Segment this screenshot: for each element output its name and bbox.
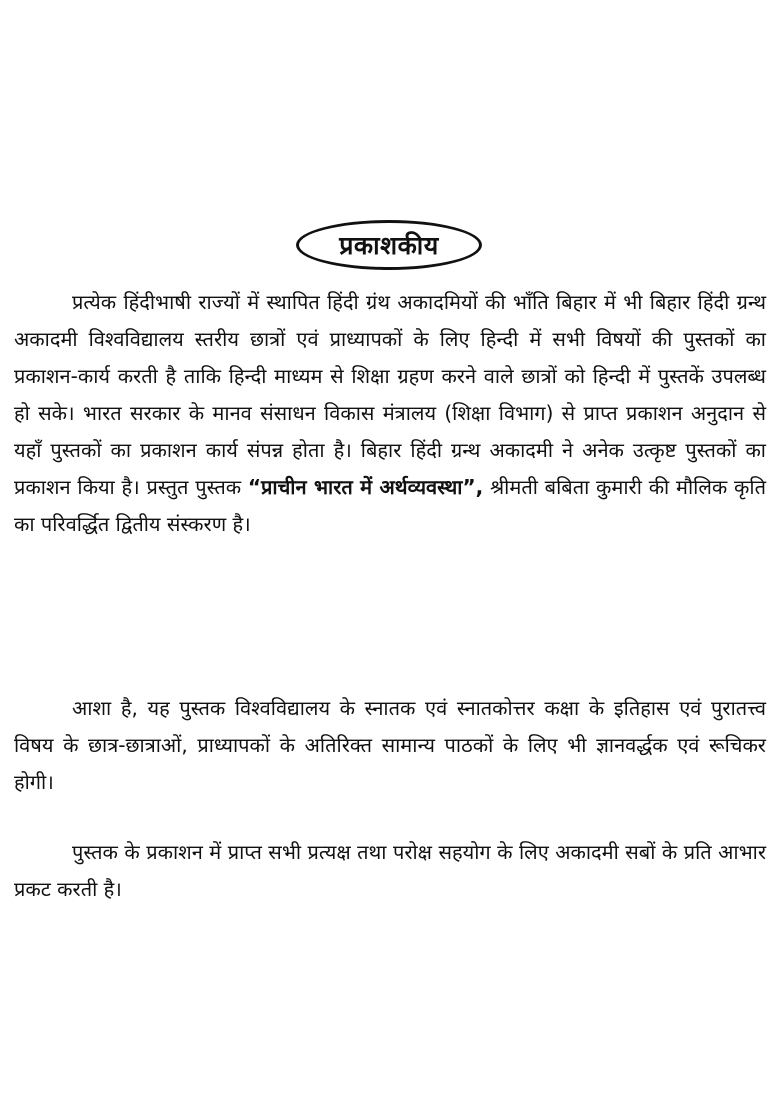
book-title: “प्राचीन भारत में अर्थव्यवस्था”, [247,475,484,499]
paragraph-thanks [14,834,766,908]
paragraph-intro [14,284,766,543]
paragraph-intro-text-end: श्रीमती बबिता कुमारी की मौलिक कृति का परिवर्द्धित द्वितीय संस्करण है। [14,475,766,536]
page-title: प्रकाशकीय [339,231,439,260]
paragraph-thanks-text: पुस्तक के प्रकाशन में प्राप्त सभी प्रत्यक्ष तथा परोक्ष सहयोग के लिए अकादमी सबों के प्रति आभार प्रकट करती है। [14,840,766,901]
paragraph-intro-text: प्रत्येक हिंदीभाषी राज्यों में स्थापित हिंदी ग्रंथ अकादमियों की भाँति बिहार में भी बिहार हिंदी ग्रन्थ अकादमी विश्वविद्यालय स्तरीय छात्रों एवं प्राध्यापकों के लिए हिन्दी में सभी विषयों की पुस्तकों का प्रकाशन-कार्य करती है ताकि हिन्दी माध्यम से शिक्षा ग्रहण करने वाले छात्रों को हिन्दी में पुस्तकें उपलब्ध हो सके। भारत सरकार के मानव संसाधन विकास मंत्रालय (शिक्षा विभाग) से प्राप्त प्रकाशन अनुदान से यहाँ पुस्तकों का प्रकाशन कार्य संपन्न होता है। बिहार हिंदी ग्रन्थ अकादमी ने अनेक उत्कृष्ट पुस्तकों का प्रकाशन किया है। प्रस्तुत पुस्तक [14,290,766,499]
paragraph-hope-text: आशा है, यह पुस्तक विश्वविद्यालय के स्नातक एवं स्नातकोत्तर कक्षा के इतिहास एवं पुरातत्त्व विषय के छात्र-छात्राओं, प्राध्यापकों के अतिरिक्त सामान्य पाठकों के लिए भी ज्ञानवर्द्धक एवं रूचिकर होगी। [14,696,766,794]
heading-oval [296,220,482,270]
paragraph-hope [14,690,766,801]
